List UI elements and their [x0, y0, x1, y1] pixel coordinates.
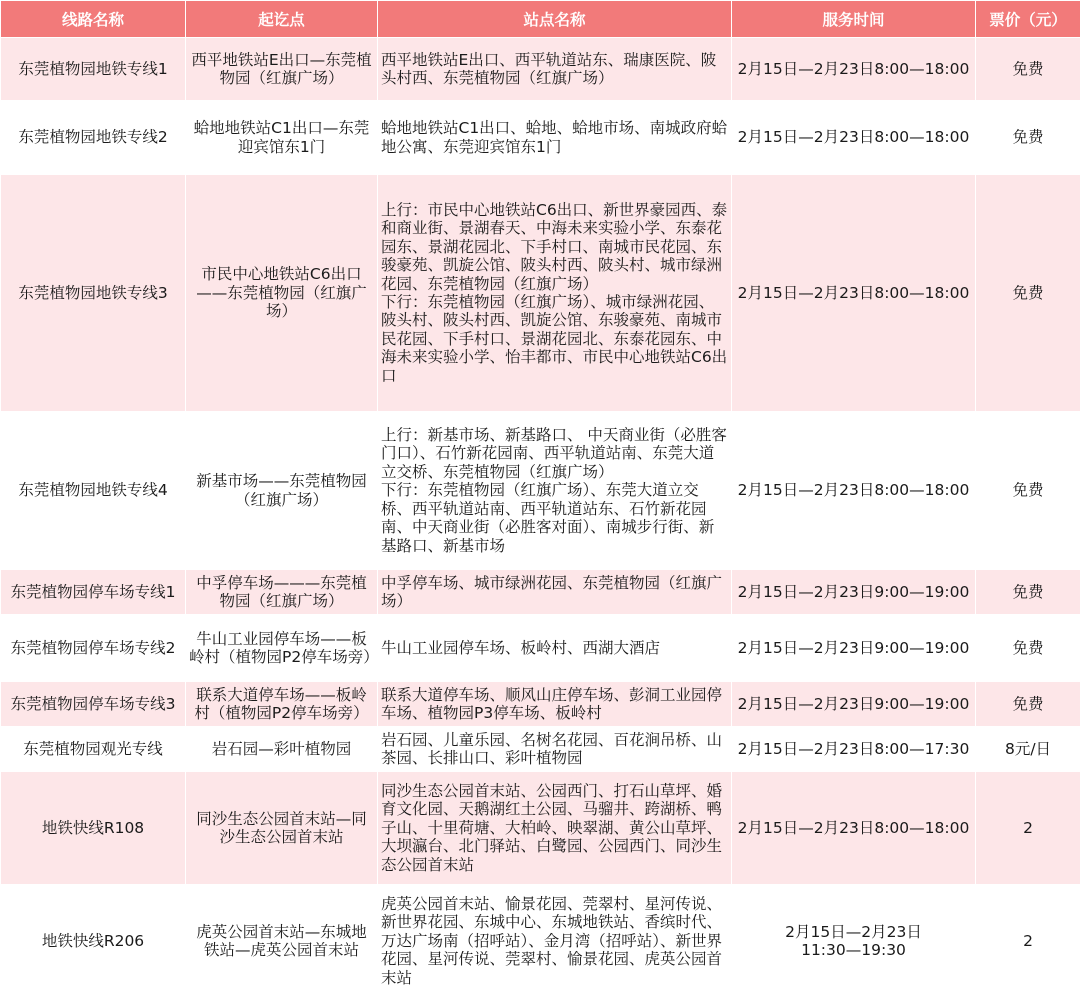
fare: 免费 [976, 412, 1080, 570]
route-stops: 岩石园、儿童乐园、名树名花园、百花涧吊桥、山茶园、长排山口、彩叶植物园 [378, 727, 732, 772]
route-stops: 蛤地地铁站C1出口、蛤地、蛤地市场、南城政府蛤地公寓、东莞迎宾馆东1门 [378, 101, 732, 175]
route-stops: 同沙生态公园首末站、公园西门、打石山草坪、婚育文化园、天鹅湖红土公园、马骝井、跨湖桥、鸭子山、十里荷塘、大柏岭、映翠湖、黄公山草坪、大坝瀛台、北门驿站、白鹭园、公园西门、同沙生态公园首末站 [378, 772, 732, 885]
header-fare: 票价（元） [976, 1, 1080, 38]
route-name: 东莞植物园地铁专线1 [1, 38, 186, 101]
table-row [1, 615, 1080, 682]
table-row [1, 101, 1080, 175]
service-time: 2月15日—2月23日8:00—17:30 [732, 727, 976, 772]
service-time: 2月15日—2月23日8:00—18:00 [732, 38, 976, 101]
stops-upbound: 上行：新基市场、新基路口、 中天商业街（必胜客门口）、石竹新花园南、西平轨道站南、东莞大道立交桥、东莞植物园（红旗广场） [381, 426, 727, 481]
route-endpoints: 中孚停车场———东莞植物园（红旗广场） [186, 570, 378, 615]
service-time: 2月15日—2月23日8:00—18:00 [732, 175, 976, 412]
table-row [1, 38, 1080, 101]
fare: 免费 [976, 175, 1080, 412]
service-time: 2月15日—2月23日8:00—18:00 [732, 101, 976, 175]
route-name: 东莞植物园地铁专线4 [1, 412, 186, 570]
table-row [1, 412, 1080, 570]
fare: 免费 [976, 38, 1080, 101]
table-row [1, 885, 1080, 998]
route-stops: 联系大道停车场、顺风山庄停车场、彭洞工业园停车场、植物园P3停车场、板岭村 [378, 682, 732, 727]
route-stops [378, 175, 732, 412]
table-row [1, 727, 1080, 772]
service-time: 2月15日—2月23日8:00—18:00 [732, 772, 976, 885]
route-name: 地铁快线R206 [1, 885, 186, 998]
service-time: 2月15日—2月23日9:00—19:00 [732, 615, 976, 682]
route-name: 东莞植物园地铁专线3 [1, 175, 186, 412]
header-route-name: 线路名称 [1, 1, 186, 38]
route-endpoints: 岩石园—彩叶植物园 [186, 727, 378, 772]
route-endpoints: 牛山工业园停车场——板岭村（植物园P2停车场旁） [186, 615, 378, 682]
route-name: 东莞植物园停车场专线1 [1, 570, 186, 615]
route-name: 东莞植物园观光专线 [1, 727, 186, 772]
route-stops: 虎英公园首末站、愉景花园、莞翠村、星河传说、新世界花园、东城中心、东城地铁站、香缤时代、万达广场南（招呼站）、金月湾（招呼站）、新世界花园、星河传说、莞翠村、愉景花园、虎英公园首末站 [378, 885, 732, 998]
route-name: 东莞植物园地铁专线2 [1, 101, 186, 175]
route-endpoints: 西平地铁站E出口—东莞植物园（红旗广场） [186, 38, 378, 101]
table-row [1, 570, 1080, 615]
route-endpoints: 蛤地地铁站C1出口—东莞迎宾馆东1门 [186, 101, 378, 175]
stops-downbound: 下行：东莞植物园（红旗广场）、城市绿洲花园、陂头村、陂头村西、凯旋公馆、东骏豪苑、南城市民花园、下手村口、景湖花园北、东泰花园东、中海未来实验小学、怡丰都市、市民中心地铁站C6出口 [381, 293, 728, 385]
fare: 2 [976, 772, 1080, 885]
route-endpoints: 同沙生态公园首末站—同沙生态公园首末站 [186, 772, 378, 885]
table-row [1, 175, 1080, 412]
route-name: 地铁快线R108 [1, 772, 186, 885]
table-row [1, 682, 1080, 727]
route-stops: 牛山工业园停车场、板岭村、西湖大酒店 [378, 615, 732, 682]
stops-upbound: 上行：市民中心地铁站C6出口、新世界豪园西、泰和商业街、景湖春天、中海未来实验小学、东泰花园东、景湖花园北、下手村口、南城市民花园、东骏豪苑、凯旋公馆、陂头村西、陂头村、城市绿洲花园、东莞植物园（红旗广场） [381, 200, 728, 293]
route-name: 东莞植物园停车场专线3 [1, 682, 186, 727]
table-row [1, 772, 1080, 885]
route-stops [378, 412, 732, 570]
route-name: 东莞植物园停车场专线2 [1, 615, 186, 682]
header-stops: 站点名称 [378, 1, 732, 38]
fare: 免费 [976, 570, 1080, 615]
fare: 免费 [976, 682, 1080, 727]
fare: 2 [976, 885, 1080, 998]
fare: 8元/日 [976, 727, 1080, 772]
service-date: 2月15日—2月23日 [785, 922, 922, 941]
stops-downbound: 下行：东莞植物园（红旗广场）、东莞大道立交桥、西平轨道站南、西平轨道站东、石竹新花园南、中天商业街（必胜客对面）、南城步行街、新基路口、新基市场 [381, 481, 715, 555]
header-service-time: 服务时间 [732, 1, 976, 38]
header-row [1, 1, 1080, 38]
route-endpoints: 联系大道停车场——板岭村（植物园P2停车场旁） [186, 682, 378, 727]
service-time: 2月15日—2月23日9:00—19:00 [732, 570, 976, 615]
service-time: 2月15日—2月23日9:00—19:00 [732, 682, 976, 727]
fare: 免费 [976, 615, 1080, 682]
header-endpoints: 起讫点 [186, 1, 378, 38]
service-time [732, 885, 976, 998]
service-hours: 11:30—19:30 [801, 941, 906, 959]
fare: 免费 [976, 101, 1080, 175]
service-time: 2月15日—2月23日8:00—18:00 [732, 412, 976, 570]
route-endpoints: 新基市场——东莞植物园（红旗广场） [186, 412, 378, 570]
route-stops: 西平地铁站E出口、西平轨道站东、瑞康医院、陂头村西、东莞植物园（红旗广场） [378, 38, 732, 101]
route-stops: 中孚停车场、城市绿洲花园、东莞植物园（红旗广场） [378, 570, 732, 615]
route-endpoints: 虎英公园首末站—东城地铁站—虎英公园首末站 [186, 885, 378, 998]
route-endpoints: 市民中心地铁站C6出口——东莞植物园（红旗广场） [186, 175, 378, 412]
